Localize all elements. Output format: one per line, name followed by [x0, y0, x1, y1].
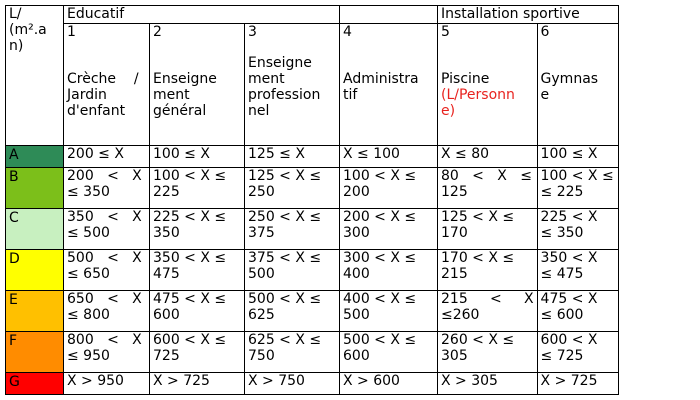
- cell-line: 600: [343, 348, 370, 364]
- table-cell: [340, 146, 438, 168]
- cell-line: X > 950: [67, 373, 124, 389]
- column-number: 3: [248, 24, 257, 40]
- cell-line: 225: [153, 184, 180, 200]
- cell-line: ≤ 500: [67, 225, 110, 241]
- cell-line: 80 < X ≤: [441, 168, 532, 184]
- table-cell: [537, 209, 618, 250]
- column-name-line: Enseigne: [153, 71, 217, 87]
- table-cell: [438, 209, 538, 250]
- cell-line: ≤ 475: [540, 266, 584, 282]
- cell-line: 625 < X ≤: [248, 332, 322, 348]
- table-cell: [438, 168, 538, 209]
- cell-line: 170 < X ≤: [441, 250, 515, 266]
- cell-line: 215: [441, 266, 468, 282]
- table-cell: [150, 332, 245, 373]
- cell-line: 475 < X: [540, 291, 598, 307]
- grade-cell: F: [6, 332, 64, 373]
- cell-line: 100 ≤ X: [540, 146, 598, 162]
- table-cell: [537, 146, 618, 168]
- cell-line: 125 < X ≤: [441, 209, 515, 225]
- column-header-4: [340, 24, 438, 146]
- table-cell: [245, 250, 340, 291]
- cell-line: X > 305: [441, 373, 498, 389]
- cell-line: 125: [441, 184, 468, 200]
- table-cell: [150, 168, 245, 209]
- column-header-3: [245, 24, 340, 146]
- cell-line: 300 < X ≤: [343, 250, 417, 266]
- cell-line: 100 < X ≤: [153, 168, 227, 184]
- column-name-line: Piscine: [441, 71, 490, 87]
- column-number: 4: [343, 24, 352, 40]
- cell-line: 625: [248, 307, 275, 323]
- cell-line: 350 < X: [540, 250, 598, 266]
- grade-cell: G: [6, 373, 64, 395]
- cell-line: 375 < X ≤: [248, 250, 322, 266]
- energy-class-table: [5, 5, 619, 395]
- cell-line: 305: [441, 348, 468, 364]
- column-name-line: e): [441, 103, 456, 119]
- table-cell: [537, 250, 618, 291]
- grade-cell: A: [6, 146, 64, 168]
- column-name-line: ment: [248, 71, 285, 87]
- cell-line: 650 < X: [67, 291, 142, 307]
- cell-line: 500 < X ≤: [248, 291, 322, 307]
- cell-line: X > 600: [343, 373, 400, 389]
- cell-line: 225 < X ≤: [153, 209, 227, 225]
- table-cell: [245, 146, 340, 168]
- cell-line: 200 ≤ X: [67, 146, 124, 162]
- unit-line: (m².a: [9, 22, 47, 38]
- column-name-line: Gymnas: [540, 71, 599, 87]
- table-cell: [64, 168, 150, 209]
- column-name-line: Crèche /: [67, 71, 139, 87]
- table-cell: [245, 209, 340, 250]
- column-name-line: ment: [153, 87, 190, 103]
- table-cell: [64, 332, 150, 373]
- table-cell: [340, 209, 438, 250]
- cell-line: 725: [153, 348, 180, 364]
- cell-line: 400: [343, 266, 370, 282]
- table-cell: [537, 373, 618, 395]
- cell-line: X ≤ 80: [441, 146, 490, 162]
- table-cell: [340, 168, 438, 209]
- cell-line: ≤ 725: [540, 348, 584, 364]
- table-cell: [438, 250, 538, 291]
- cell-line: 125 ≤ X: [248, 146, 305, 162]
- table-cell: [64, 209, 150, 250]
- table-cell: [537, 332, 618, 373]
- cell-line: 500: [343, 307, 370, 323]
- table-row: [6, 146, 619, 168]
- column-name-line: Jardin: [67, 87, 107, 103]
- cell-line: X ≤ 100: [343, 146, 400, 162]
- cell-line: 350 < X: [67, 209, 142, 225]
- column-header-1: [64, 24, 150, 146]
- cell-line: ≤ 225: [540, 184, 584, 200]
- table-cell: [64, 291, 150, 332]
- table-cell: [340, 373, 438, 395]
- column-name-line: Administra: [343, 71, 419, 87]
- table-cell: [150, 373, 245, 395]
- column-number: 6: [540, 24, 550, 40]
- group-sport: Installation sportive: [438, 6, 619, 24]
- cell-line: 200: [343, 184, 370, 200]
- column-name-line: tif: [343, 87, 358, 103]
- column-number: 2: [153, 24, 162, 40]
- unit-line: L/: [9, 6, 22, 22]
- group-empty: [340, 6, 438, 24]
- unit-header: [6, 6, 64, 146]
- cell-line: ≤ 350: [67, 184, 110, 200]
- column-header-row: [6, 24, 619, 146]
- column-number: 1: [67, 24, 76, 40]
- table-cell: [340, 332, 438, 373]
- cell-line: ≤ 950: [67, 348, 110, 364]
- group-header-row: [6, 6, 619, 24]
- column-header-6: [537, 24, 618, 146]
- table-cell: [245, 168, 340, 209]
- table-cell: [245, 373, 340, 395]
- cell-line: 170: [441, 225, 468, 241]
- cell-line: 500: [248, 266, 275, 282]
- table-cell: [340, 250, 438, 291]
- cell-line: ≤ 650: [67, 266, 110, 282]
- grade-cell: D: [6, 250, 64, 291]
- table-cell: [150, 250, 245, 291]
- cell-line: 475 < X ≤: [153, 291, 227, 307]
- column-name-line: (L/Personn: [441, 87, 515, 103]
- cell-line: 260 < X ≤: [441, 332, 515, 348]
- table-cell: [245, 332, 340, 373]
- unit-line: n): [9, 38, 24, 54]
- table-cell: [537, 168, 618, 209]
- grade-cell: B: [6, 168, 64, 209]
- cell-line: 750: [248, 348, 275, 364]
- table-cell: [340, 291, 438, 332]
- cell-line: 350: [153, 225, 180, 241]
- column-name-line: profession: [248, 87, 321, 103]
- column-header-2: [150, 24, 245, 146]
- column-number: 5: [441, 24, 450, 40]
- table-cell: [64, 373, 150, 395]
- column-name-line: d'enfant: [67, 103, 126, 119]
- cell-line: X > 725: [153, 373, 210, 389]
- table-row: [6, 209, 619, 250]
- cell-line: 250 < X ≤: [248, 209, 322, 225]
- cell-line: 475: [153, 266, 180, 282]
- table-cell: [64, 250, 150, 291]
- cell-line: 100 < X ≤: [540, 168, 614, 184]
- table-cell: [438, 332, 538, 373]
- cell-line: 600: [153, 307, 180, 323]
- cell-line: 600 < X: [540, 332, 598, 348]
- cell-line: 200 < X ≤: [343, 209, 417, 225]
- column-name-line: nel: [248, 103, 270, 119]
- cell-line: 300: [343, 225, 370, 241]
- table-row: [6, 291, 619, 332]
- table-row: [6, 332, 619, 373]
- table-cell: [150, 146, 245, 168]
- cell-line: 100 < X ≤: [343, 168, 417, 184]
- column-name-line: e: [540, 87, 550, 103]
- group-educatif: Educatif: [64, 6, 340, 24]
- cell-line: 500 < X ≤: [343, 332, 417, 348]
- cell-line: 225 < X: [540, 209, 598, 225]
- table-cell: [150, 209, 245, 250]
- table-cell: [150, 291, 245, 332]
- grade-cell: E: [6, 291, 64, 332]
- cell-line: 600 < X ≤: [153, 332, 227, 348]
- table-cell: [438, 373, 538, 395]
- table-row: [6, 373, 619, 395]
- cell-line: 250: [248, 184, 275, 200]
- cell-line: 400 < X ≤: [343, 291, 417, 307]
- cell-line: ≤ 600: [540, 307, 584, 323]
- table-row: [6, 250, 619, 291]
- table-cell: [64, 146, 150, 168]
- cell-line: 215 < X: [441, 291, 534, 307]
- cell-line: 800 < X: [67, 332, 142, 348]
- cell-line: 200 < X: [67, 168, 142, 184]
- column-header-5: [438, 24, 538, 146]
- cell-line: ≤260: [441, 307, 480, 323]
- table-cell: [438, 146, 538, 168]
- cell-line: ≤ 800: [67, 307, 110, 323]
- cell-line: 375: [248, 225, 275, 241]
- table-row: [6, 168, 619, 209]
- cell-line: ≤ 350: [540, 225, 584, 241]
- cell-line: X > 725: [540, 373, 598, 389]
- cell-line: 350 < X ≤: [153, 250, 227, 266]
- column-name-line: Enseigne: [248, 55, 312, 71]
- grade-cell: C: [6, 209, 64, 250]
- cell-line: X > 750: [248, 373, 305, 389]
- cell-line: 500 < X: [67, 250, 142, 266]
- table-cell: [537, 291, 618, 332]
- cell-line: 100 ≤ X: [153, 146, 210, 162]
- column-name-line: général: [153, 103, 207, 119]
- table-cell: [438, 291, 538, 332]
- cell-line: 125 < X ≤: [248, 168, 322, 184]
- table-cell: [245, 291, 340, 332]
